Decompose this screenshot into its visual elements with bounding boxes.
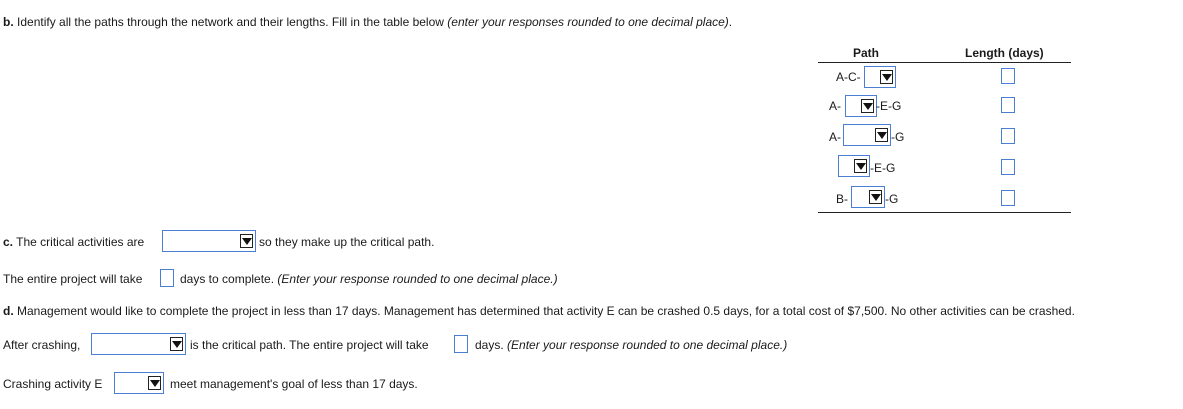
path-suffix: -G bbox=[885, 192, 899, 206]
path-1-length-input[interactable] bbox=[1001, 68, 1015, 84]
dropdown-arrow-icon bbox=[869, 190, 882, 204]
project-duration-input[interactable] bbox=[160, 269, 174, 287]
dropdown-arrow-icon bbox=[880, 70, 893, 84]
path-5-dropdown[interactable] bbox=[851, 186, 885, 208]
path-5-length-input[interactable] bbox=[1001, 190, 1015, 206]
path-prefix: A- bbox=[829, 130, 841, 144]
path-suffix: -E-G bbox=[870, 161, 896, 175]
path-2-dropdown[interactable] bbox=[845, 95, 877, 117]
dropdown-arrow-icon bbox=[170, 337, 183, 351]
critical-activities-dropdown[interactable] bbox=[162, 230, 256, 252]
goal-text: meet management's goal of less than 17 days. bbox=[170, 377, 418, 391]
part-c-instruction bbox=[3, 235, 144, 249]
part-c-label: c. bbox=[3, 235, 14, 249]
dropdown-arrow-icon bbox=[854, 159, 867, 173]
crashed-days-text bbox=[475, 338, 787, 352]
path-4-dropdown[interactable] bbox=[838, 155, 870, 177]
part-b-note: (enter your responses rounded to one decimal place) bbox=[447, 15, 729, 29]
part-d-label: d. bbox=[3, 304, 14, 318]
crashed-critical-path-dropdown[interactable] bbox=[91, 333, 186, 355]
dropdown-arrow-icon bbox=[148, 376, 161, 390]
part-d-text: Management would like to complete the project in less than 17 days. Management has determined that activity E can be crashed 0.5 days, for a total cost of $7,500. No other activities can be crashed. bbox=[17, 304, 1075, 318]
dropdown-arrow-icon bbox=[861, 99, 874, 113]
crashed-days-note: (Enter your response rounded to one decimal place.) bbox=[507, 338, 788, 352]
path-1-dropdown[interactable] bbox=[864, 66, 896, 88]
path-prefix: B- bbox=[836, 192, 848, 206]
crashed-duration-input[interactable] bbox=[454, 335, 468, 353]
part-b-period: . bbox=[728, 15, 733, 29]
duration-days-text: days to complete. bbox=[180, 272, 275, 286]
table-bottom-rule bbox=[818, 212, 1071, 213]
path-prefix: A-C- bbox=[836, 70, 861, 84]
crashing-goal-dropdown[interactable] bbox=[114, 372, 164, 394]
crashing-activity-label: Crashing activity E bbox=[3, 377, 103, 391]
duration-text-before: The entire project will take bbox=[3, 272, 143, 286]
table-header-rule bbox=[818, 62, 1071, 63]
path-3-dropdown[interactable] bbox=[843, 124, 891, 146]
duration-note: (Enter your response rounded to one decimal place.) bbox=[277, 272, 558, 286]
path-prefix: A- bbox=[829, 99, 841, 113]
crashed-days-label: days. bbox=[475, 338, 504, 352]
after-crashing-label: After crashing, bbox=[3, 338, 81, 352]
part-c-text: The critical activities are bbox=[16, 235, 145, 249]
duration-text-after bbox=[180, 272, 558, 286]
col-header-length: Length (days) bbox=[965, 46, 1044, 60]
part-b-instruction bbox=[3, 15, 732, 29]
part-b-text: Identify all the paths through the network and their lengths. Fill in the table below bbox=[17, 15, 444, 29]
part-c-text-after: so they make up the critical path. bbox=[259, 235, 435, 249]
path-4-length-input[interactable] bbox=[1001, 159, 1015, 175]
path-2-length-input[interactable] bbox=[1001, 97, 1015, 113]
path-suffix: -E-G bbox=[876, 99, 902, 113]
dropdown-arrow-icon bbox=[240, 234, 253, 248]
part-d-instruction bbox=[3, 304, 1075, 318]
part-b-label: b. bbox=[3, 15, 14, 29]
critical-path-text: is the critical path. The entire project will take bbox=[190, 338, 429, 352]
path-suffix: -G bbox=[891, 130, 905, 144]
dropdown-arrow-icon bbox=[875, 128, 888, 142]
col-header-path: Path bbox=[853, 46, 880, 60]
path-3-length-input[interactable] bbox=[1001, 128, 1015, 144]
